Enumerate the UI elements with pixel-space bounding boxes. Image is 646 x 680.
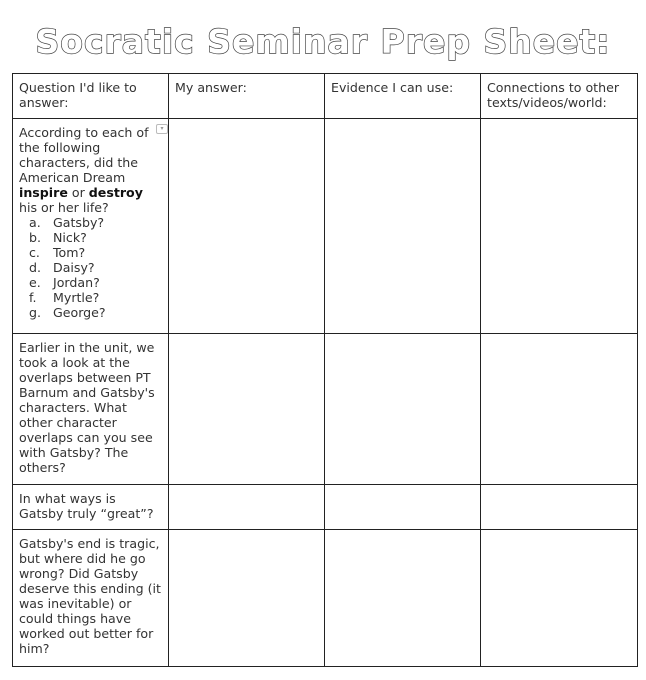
table-row bbox=[13, 119, 638, 334]
header-answer: My answer: bbox=[169, 74, 325, 119]
list-item: a. Gatsby? bbox=[29, 215, 105, 230]
header-question: Question I'd like to answer: bbox=[13, 74, 169, 119]
character-list bbox=[19, 215, 163, 320]
question-bold: destroy bbox=[88, 185, 143, 200]
evidence-cell[interactable] bbox=[325, 485, 481, 530]
prep-table bbox=[12, 73, 638, 667]
question-cell: Earlier in the unit, we took a look at the overlaps between PT Barnum and Gatsby's characters. What other character overlaps can you see with Gatsby? The others? bbox=[13, 334, 169, 485]
header-connections: Connections to other texts/videos/world: bbox=[481, 74, 638, 119]
question-text: According to each of the following characters, did the American Dream bbox=[19, 125, 149, 185]
answer-cell[interactable] bbox=[169, 334, 325, 485]
evidence-cell[interactable] bbox=[325, 119, 481, 334]
list-item: f. Myrtle? bbox=[29, 290, 100, 305]
list-item: b. Nick? bbox=[29, 230, 87, 245]
connections-cell[interactable] bbox=[481, 119, 638, 334]
answer-cell[interactable] bbox=[169, 485, 325, 530]
evidence-cell[interactable] bbox=[325, 334, 481, 485]
question-text: his or her life? bbox=[19, 200, 109, 215]
question-bold: inspire bbox=[19, 185, 68, 200]
table-row bbox=[13, 530, 638, 667]
list-item: d. Daisy? bbox=[29, 260, 95, 275]
table-row bbox=[13, 334, 638, 485]
dropdown-arrow-icon[interactable]: ▾ bbox=[156, 124, 168, 134]
question-text: or bbox=[67, 185, 89, 200]
question-cell bbox=[13, 119, 169, 334]
page-title: Socratic Seminar Prep Sheet: bbox=[35, 22, 611, 61]
question-cell: In what ways is Gatsby truly “great”? bbox=[13, 485, 169, 530]
connections-cell[interactable] bbox=[481, 530, 638, 667]
evidence-cell[interactable] bbox=[325, 530, 481, 667]
answer-cell[interactable] bbox=[169, 119, 325, 334]
question-cell: Gatsby's end is tragic, but where did he go wrong? Did Gatsby deserve this ending (it was inevitable) or could things have worked out better for him? bbox=[13, 530, 169, 667]
list-item: c. Tom? bbox=[29, 245, 86, 260]
answer-cell[interactable] bbox=[169, 530, 325, 667]
table-row bbox=[13, 485, 638, 530]
header-row bbox=[13, 74, 638, 119]
header-evidence: Evidence I can use: bbox=[325, 74, 481, 119]
connections-cell[interactable] bbox=[481, 334, 638, 485]
list-item: g. George? bbox=[29, 305, 106, 320]
connections-cell[interactable] bbox=[481, 485, 638, 530]
list-item: e. Jordan? bbox=[29, 275, 100, 290]
